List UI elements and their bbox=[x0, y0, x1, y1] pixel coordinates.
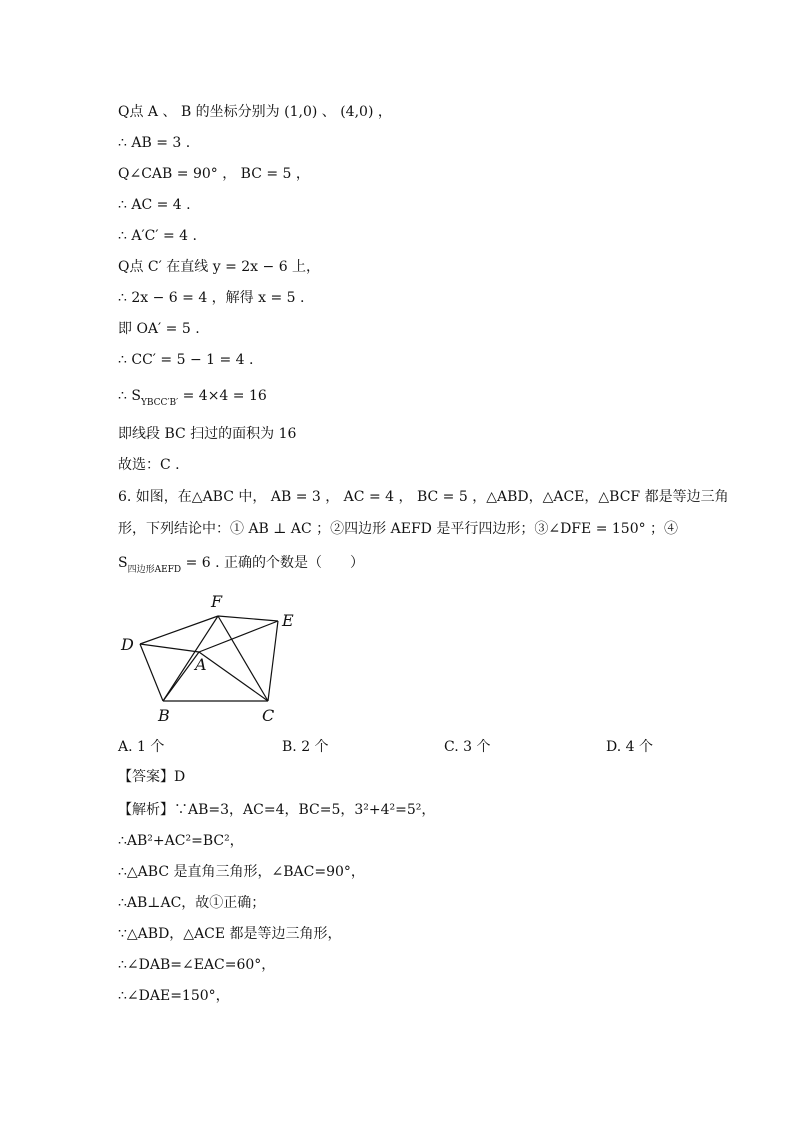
text-line: Q∠CAB = 90° ， BC = 5 ， bbox=[118, 166, 310, 182]
option-b: B. 2 个 bbox=[282, 739, 329, 755]
text-line: Q点 C′ 在直线 y = 2x − 6 上， bbox=[118, 259, 321, 275]
area-symbol: ∴ S bbox=[118, 388, 141, 404]
question-stem-area-line bbox=[118, 553, 364, 580]
segment-EC bbox=[268, 621, 278, 701]
point-label-C: C bbox=[262, 706, 275, 725]
area-symbol: S bbox=[118, 555, 128, 571]
point-label-B: B bbox=[158, 706, 170, 725]
geometry-figure bbox=[115, 590, 335, 730]
area-subscript: YBCC′B′ bbox=[140, 398, 179, 408]
question-tail: = 6 . 正确的个数是（ ） bbox=[181, 555, 365, 571]
point-label-A: A bbox=[195, 655, 207, 674]
area-formula-line bbox=[118, 386, 267, 413]
text-line: ∴ AB = 3 . bbox=[118, 135, 191, 151]
answer-line: 【答案】D bbox=[118, 769, 186, 785]
point-label-F: F bbox=[211, 592, 223, 611]
segment-AC bbox=[199, 652, 268, 701]
text-line: Q点 A 、 B 的坐标分别为 (1,0) 、 (4,0) ， bbox=[118, 104, 392, 120]
point-label-D: D bbox=[121, 635, 134, 654]
area-subscript: 四边形AEFD bbox=[127, 565, 182, 575]
solution-line: ∵△ABD，△ACE 都是等边三角形， bbox=[118, 926, 342, 942]
text-line: ∴ A′C′ = 4 . bbox=[118, 228, 197, 244]
question-stem: 形，下列结论中：① AB ⊥ AC ；②四边形 AEFD 是平行四边形；③∠DFE = 150° ；④ bbox=[118, 521, 679, 537]
area-value: = 4×4 = 16 bbox=[178, 388, 267, 404]
segment-DB bbox=[140, 644, 163, 701]
segment-FC bbox=[218, 616, 268, 701]
question-stem: 6. 如图，在△ABC 中， AB = 3 ， AC = 4 ， BC = 5 ，△ABD，△ACE，△BCF 都是等边三角 bbox=[118, 489, 729, 505]
point-label-E: E bbox=[282, 611, 294, 630]
solution-line: ∴∠DAE=150°， bbox=[118, 988, 230, 1004]
segment-DF bbox=[140, 616, 218, 644]
option-d: D. 4 个 bbox=[606, 739, 653, 755]
segment-FB bbox=[163, 616, 218, 701]
text-line: ∴ 2x − 6 = 4 ，解得 x = 5 . bbox=[118, 290, 305, 306]
text-line: ∴ AC = 4 . bbox=[118, 197, 191, 213]
text-line: 故选：C . bbox=[118, 457, 180, 473]
segment-FE bbox=[218, 616, 278, 621]
solution-line: ∴△ABC 是直角三角形，∠BAC=90°， bbox=[118, 864, 365, 880]
option-a: A. 1 个 bbox=[118, 739, 165, 755]
segment-DA bbox=[140, 644, 199, 652]
solution-line: ∴∠DAB=∠EAC=60°， bbox=[118, 957, 276, 973]
text-line: ∴ CC′ = 5 − 1 = 4 . bbox=[118, 352, 254, 368]
solution-line: ∴AB²+AC²=BC²， bbox=[118, 833, 244, 849]
solution-line: 【解析】∵AB=3，AC=4，BC=5，3²+4²=5²， bbox=[118, 802, 436, 818]
text-line: 即 OA′ = 5 . bbox=[118, 321, 200, 337]
segment-AE bbox=[199, 621, 278, 652]
option-c: C. 3 个 bbox=[444, 739, 491, 755]
solution-line: ∴AB⊥AC，故①正确； bbox=[118, 895, 266, 911]
text-line: 即线段 BC 扫过的面积为 16 bbox=[118, 426, 297, 442]
